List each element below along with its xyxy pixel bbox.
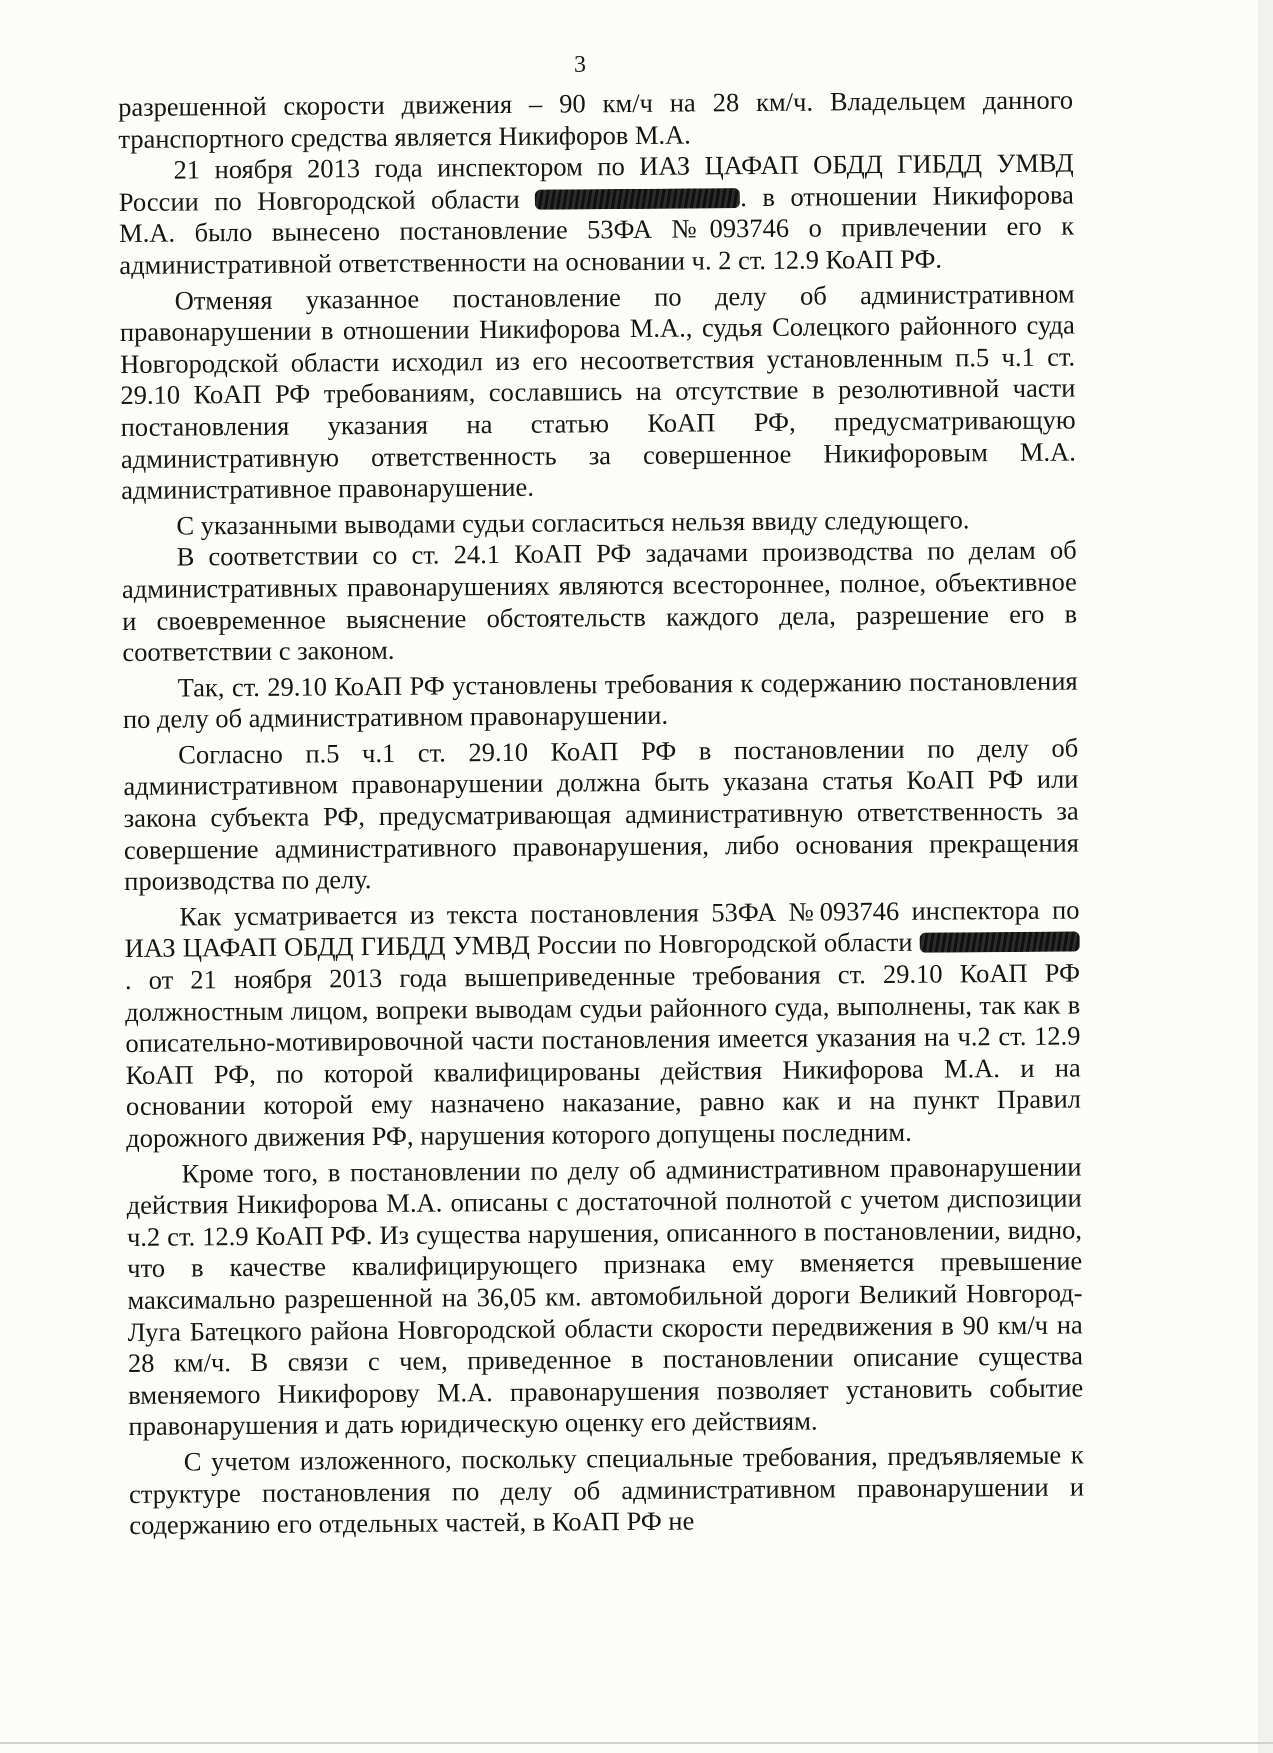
document-body xyxy=(118,84,1084,1541)
paragraph-8-text-before: Как усматривается из текста постановления 53ФА №093746 инспектора по ИАЗ ЦАФАП ОБДД ГИБДД УМВД России по Новгородской области xyxy=(124,894,1080,964)
redaction-mark xyxy=(920,932,1080,953)
paragraph-7: Согласно п.5 ч.1 ст. 29.10 КоАП РФ в постановлении по делу об административном правонарушении должна быть указана статья КоАП РФ или закона субъекта РФ, предусматривающая административную ответственность за совершение административного правонарушения, либо основания прекращения производства по делу. xyxy=(123,732,1080,897)
paragraph-8 xyxy=(124,894,1081,1154)
paragraph-3: Отменяя указанное постановление по делу об административном правонарушении в отношении Никифорова М.А., судья Солецкого районного суда Новгородской области исходил из его несоответствия установленным п.5 ч.1 ст. 29.10 КоАП РФ требованиям, сославшись на отсутствие в резолютивной части постановления указания на статью КоАП РФ, предусматривающую административную ответственность за совершенное Никифоровым М.А. административное правонарушение. xyxy=(119,278,1076,506)
paragraph-2 xyxy=(118,148,1074,282)
paragraph-2-text-after: . в отношении Никифорова М.А. было вынесено постановление 53ФА №093746 о привлечении его к административной ответственности на основании ч. 2 ст. 12.9 КоАП РФ. xyxy=(118,179,1075,280)
page-number: 3 xyxy=(574,52,586,78)
paragraph-5: В соответствии со ст. 24.1 КоАП РФ задачами производства по делам об административных правонарушениях являются всестороннее, полное, объективное и своевременное выяснение обстоятельств каждого дела, разрешение его в соответствии с законом. xyxy=(121,534,1078,668)
paragraph-10: С учетом изложенного, поскольку специальные требования, предъявляемые к структуре постановления по делу об административном правонарушении и содержанию его отдельных частей, в КоАП РФ не xyxy=(128,1439,1085,1541)
paragraph-8-text-after: . от 21 ноября 2013 года вышеприведенные требования ст. 29.10 КоАП РФ должностным лицом, вопреки выводам судьи районного суда, выполнены, так как в описательно-мотивировочной части постановления имеется указания на ч.2 ст. 12.9 КоАП РФ, по которой квалифицированы действия Никифорова М.А. и на основании которой ему назначено наказание, равно как и на пункт Правил дорожного движения РФ, нарушения которого допущены последним. xyxy=(124,957,1082,1153)
paragraph-9: Кроме того, в постановлении по делу об административном правонарушении действия Никифорова М.А. описаны с достаточной полнотой с учетом диспозиции ч.2 ст. 12.9 КоАП РФ. Из существа нарушения, описанного в постановлении, видно, что в качестве квалифицирующего признака ему вменяется превышение максимально разрешенной на 36,05 км. автомобильной дороги Великий Новгород-Луга Батецкого района Новгородской области скорости передвижения в 90 км/ч на 28 км/ч. В связи с чем, приведенное в постановлении описание существа вменяемого Никифорову М.А. правонарушения позволяет установить событие правонарушения и дать юридическую оценку его действиям. xyxy=(126,1151,1084,1442)
paragraph-4: С указанными выводами судьи согласиться нельзя ввиду следующего. xyxy=(176,504,970,541)
redaction-mark xyxy=(535,188,740,210)
scan-margin xyxy=(1258,0,1273,1753)
paragraph-2-text-before: 21 ноября 2013 года инспектором по ИАЗ ЦАФАП ОБДД ГИБДД УМВД России по Новгородской области xyxy=(118,147,1074,217)
paragraph-1: разрешенной скорости движения – 90 км/ч на 28 км/ч. Владельцем данного транспортного средства является Никифоров М.А. xyxy=(118,84,1074,154)
paragraph-6: Так, ст. 29.10 КоАП РФ установлены требования к содержанию постановления по делу об административном правонарушении. xyxy=(122,665,1078,735)
scan-edge-line xyxy=(0,1742,1273,1744)
